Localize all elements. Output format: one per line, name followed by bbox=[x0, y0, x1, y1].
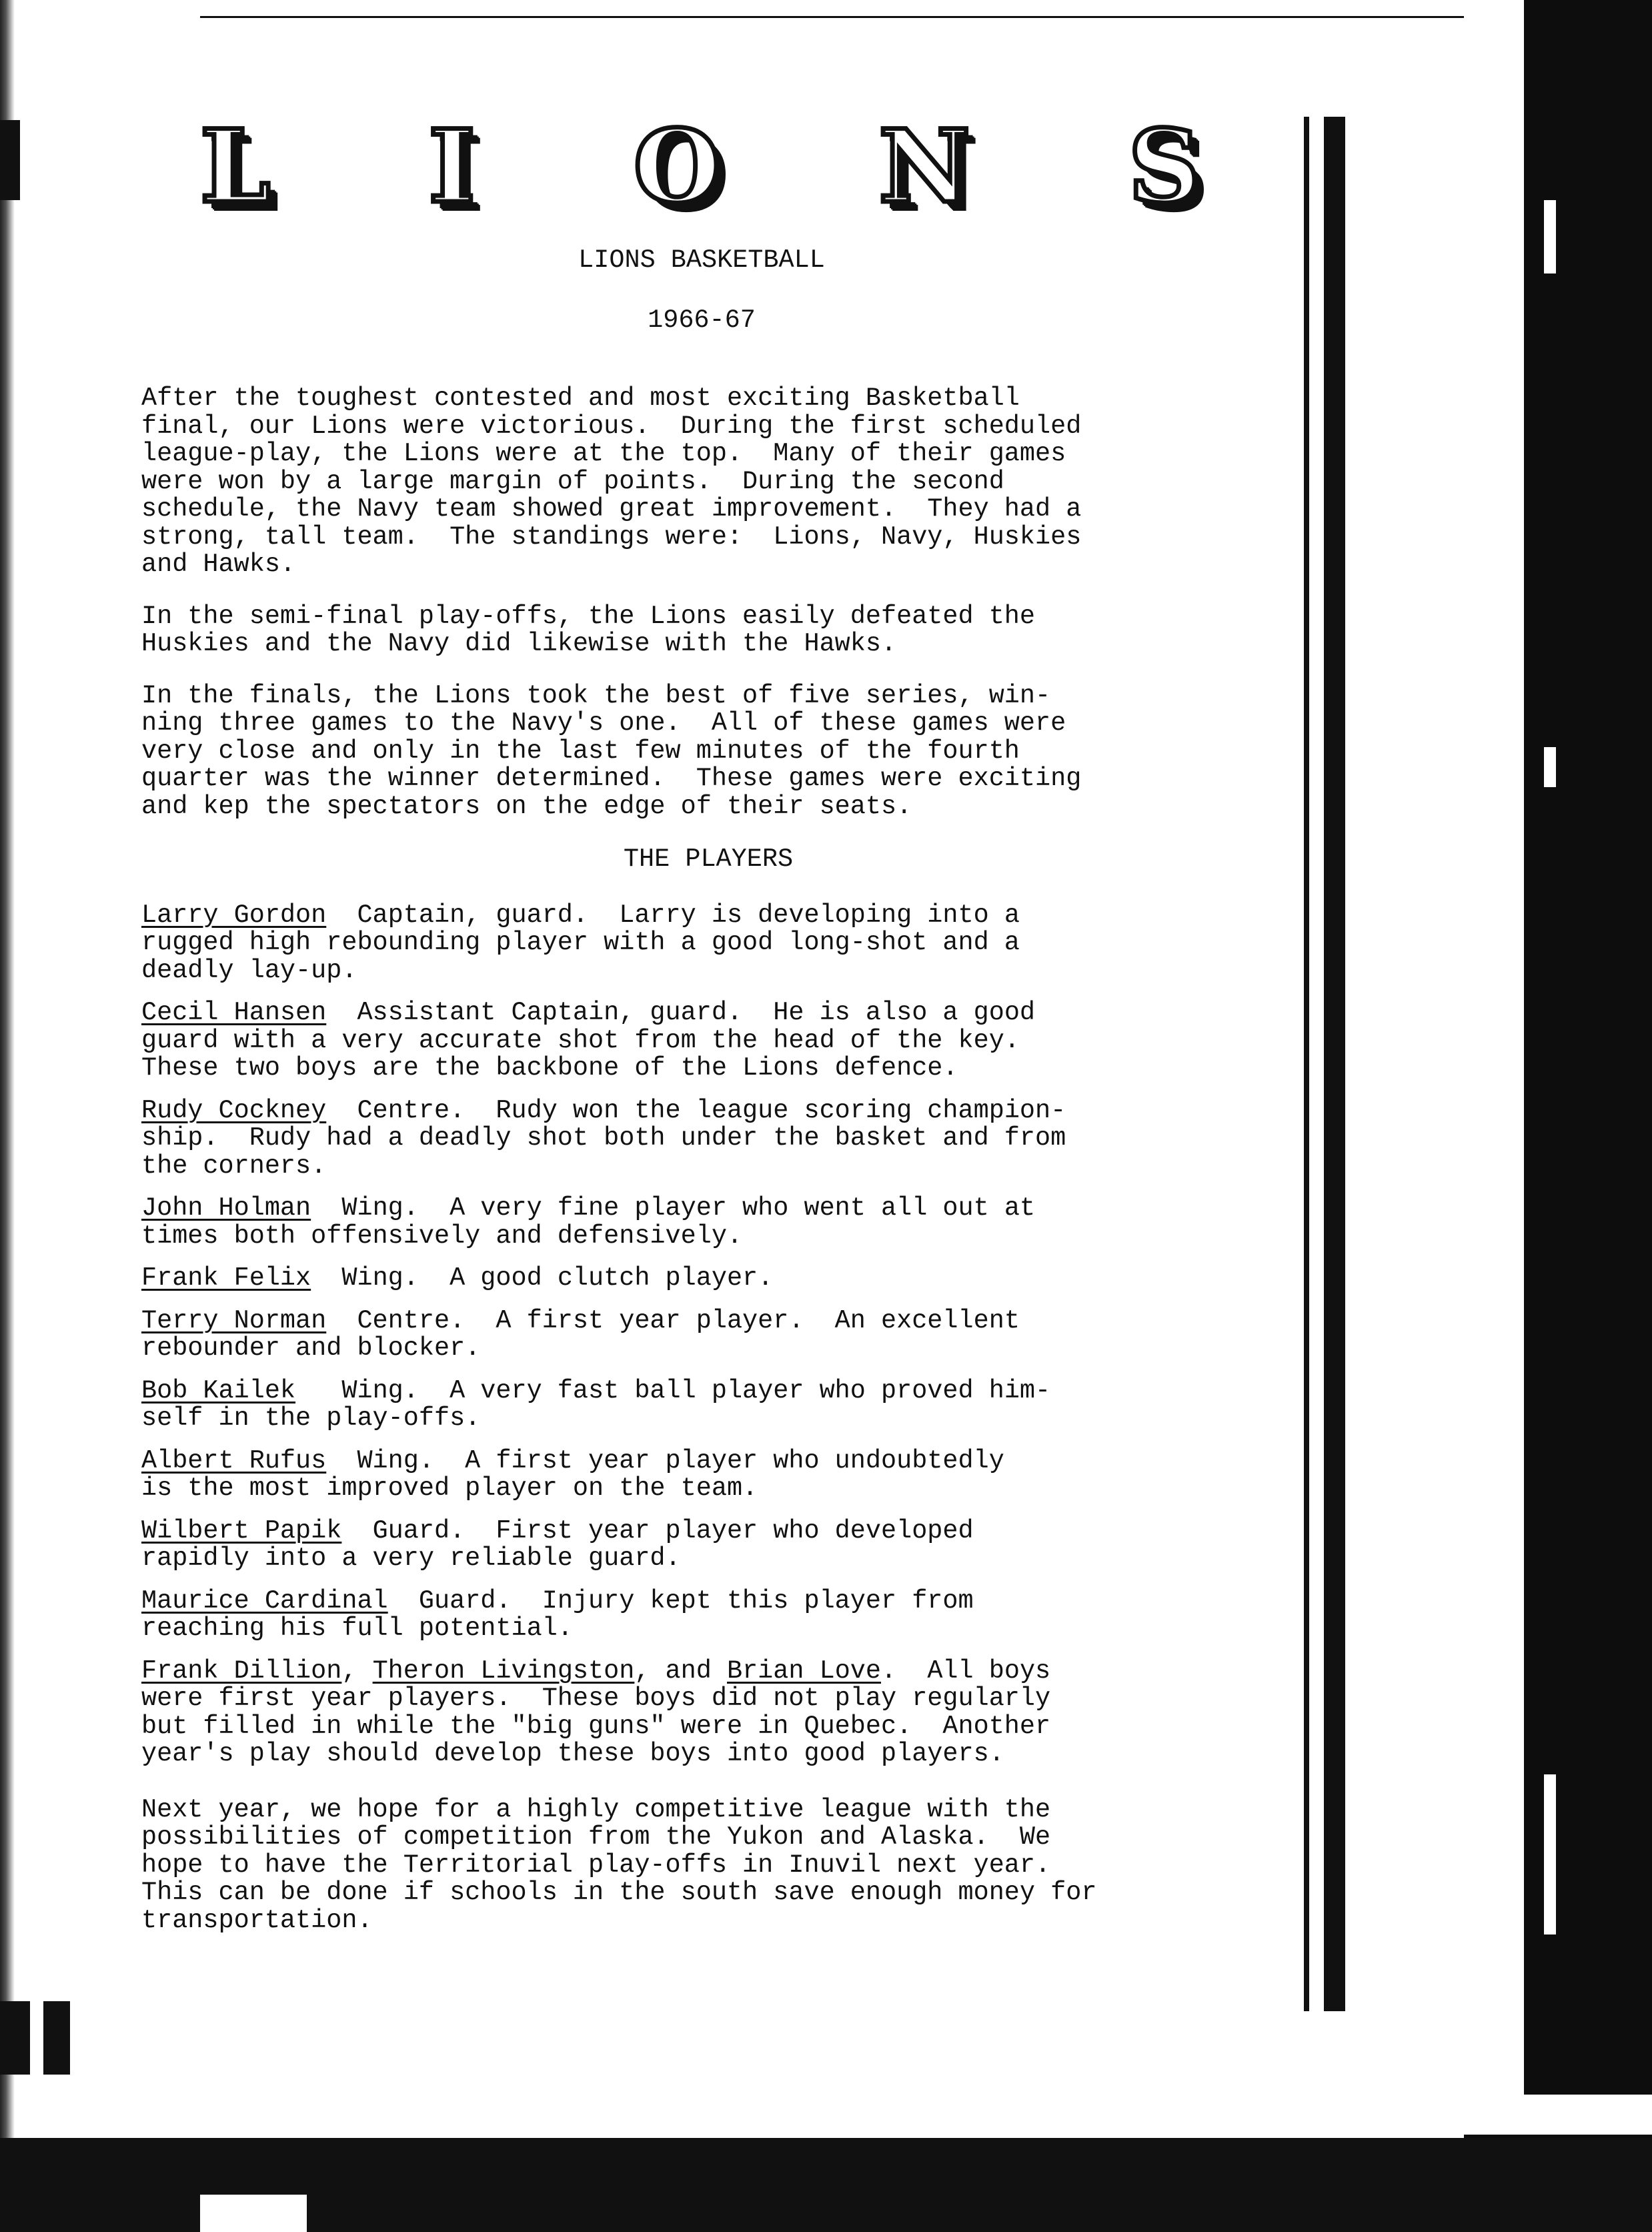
masthead-letter: S bbox=[1128, 108, 1200, 225]
masthead-letter: N bbox=[878, 108, 970, 225]
intro-paragraph: After the toughest contested and most exciting Basketball final, our Lions were victorious. During the first scheduled league-play, the Lions were at the top. Many of their games were won by a large margin of points. During the second schedule, the Navy team showed great improvement. They had a strong, tall team. The standings were: Lions, Navy, Huskies and Hawks. bbox=[141, 384, 1082, 579]
player-name: John Holman bbox=[141, 1193, 311, 1223]
player-entry bbox=[141, 1265, 1262, 1293]
player-entry bbox=[141, 1518, 1262, 1573]
margin-rule-thin bbox=[1304, 117, 1309, 2011]
players-heading: THE PLAYERS bbox=[623, 845, 794, 874]
scan-left-mark-top bbox=[0, 120, 20, 200]
player-entry bbox=[141, 1307, 1262, 1363]
scan-right-edge-highlight-lower bbox=[1464, 2095, 1652, 2135]
name-separator: , bbox=[341, 1656, 373, 1686]
player-name: Bob Kailek bbox=[141, 1375, 296, 1406]
player-name: Terry Norman bbox=[141, 1305, 327, 1335]
player-name: Rudy Cockney bbox=[141, 1095, 327, 1125]
player-entry bbox=[141, 1195, 1262, 1250]
scan-left-mark-bottom bbox=[0, 2001, 70, 2075]
player-entry bbox=[141, 1448, 1262, 1503]
player-description: Guard. First year player who developed rapidly into a very reliable guard. bbox=[141, 1516, 974, 1573]
page-title: LIONS BASKETBALL bbox=[578, 245, 825, 275]
player-description: Guard. Injury kept this player from reaching his full potential. bbox=[141, 1586, 974, 1643]
masthead-letter: O bbox=[633, 108, 721, 225]
player-description: Wing. A good clutch player. bbox=[311, 1263, 774, 1293]
lions-masthead bbox=[200, 108, 1200, 225]
player-entry bbox=[141, 1588, 1262, 1643]
player-entry bbox=[141, 902, 1262, 985]
player-description: Assistant Captain, guard. He is also a good guard with a very accurate shot from the head of the key. These two boys are the backbone of the Lions defence. bbox=[141, 998, 1036, 1083]
players-list bbox=[141, 902, 1262, 1768]
player-name: Frank Felix bbox=[141, 1263, 311, 1293]
player-name: Albert Rufus bbox=[141, 1446, 327, 1476]
player-name: Maurice Cardinal bbox=[141, 1586, 388, 1616]
player-entry bbox=[141, 1377, 1262, 1433]
closing-paragraph: Next year, we hope for a highly competitive league with the possibilities of competition from the Yukon and Alaska. We hope to have the Territorial play-offs in Inuvil next year. This can be done if schools in the south save enough money for transportation. bbox=[141, 1794, 1097, 1935]
intro-paragraph: In the finals, the Lions took the best of five series, win- ning three games to the Navy's one. All of these games were very close and only in the last few minutes of the fourth quarter was the winner determined. These games were exciting and kep the spectators on the edge of their seats. bbox=[141, 680, 1082, 821]
scan-right-edge-highlight bbox=[1464, 0, 1524, 2135]
player-name: Wilbert Papik bbox=[141, 1516, 342, 1546]
scan-side-stripe bbox=[1544, 200, 1556, 273]
intro-paragraph: In the semi-final play-offs, the Lions easily defeated the Huskies and the Navy did likewise with the Hawks. bbox=[141, 601, 1036, 658]
player-description: . All boys were first year players. These boys did not play regularly but filled in while the "big guns" were in Quebec. Another year's play should develop these boys into good players. bbox=[141, 1656, 1051, 1768]
scan-top-rule bbox=[200, 16, 1534, 18]
scan-left-edge bbox=[0, 0, 15, 2232]
name-separator: , and bbox=[634, 1656, 727, 1686]
player-description: Centre. A first year player. An excellent rebounder and blocker. bbox=[141, 1305, 1020, 1363]
scan-bottom-band-gap bbox=[200, 2195, 307, 2232]
player-name: Cecil Hansen bbox=[141, 998, 327, 1027]
masthead-letter: L bbox=[200, 108, 271, 225]
player-entry bbox=[141, 999, 1262, 1083]
margin-rule-thick bbox=[1324, 117, 1345, 2011]
player-name: Theron Livingston bbox=[372, 1656, 635, 1686]
season-year: 1966-67 bbox=[648, 305, 756, 335]
player-name: Larry Gordon bbox=[141, 900, 327, 930]
player-entry bbox=[141, 1097, 1262, 1181]
reserve-players-entry bbox=[141, 1658, 1262, 1768]
player-description: Captain, guard. Larry is developing into a rugged high rebounding player with a good long-shot and a deadly lay-up. bbox=[141, 900, 1020, 985]
masthead-letter: I bbox=[428, 108, 476, 225]
player-description: Wing. A very fine player who went all out at times both offensively and defensively. bbox=[141, 1193, 1036, 1251]
player-description: Wing. A first year player who undoubtedly is the most improved player on the team. bbox=[141, 1446, 1004, 1503]
player-name: Frank Dillion bbox=[141, 1656, 342, 1686]
scan-side-stripe bbox=[1544, 1774, 1556, 1934]
article-body bbox=[141, 247, 1262, 1934]
player-description: Wing. A very fast ball player who proved him- self in the play-offs. bbox=[141, 1375, 1051, 1433]
scan-side-stripe bbox=[1544, 747, 1556, 787]
player-name: Brian Love bbox=[726, 1656, 882, 1686]
player-description: Centre. Rudy won the league scoring champion- ship. Rudy had a deadly shot both under the basket and from the corners. bbox=[141, 1095, 1066, 1181]
